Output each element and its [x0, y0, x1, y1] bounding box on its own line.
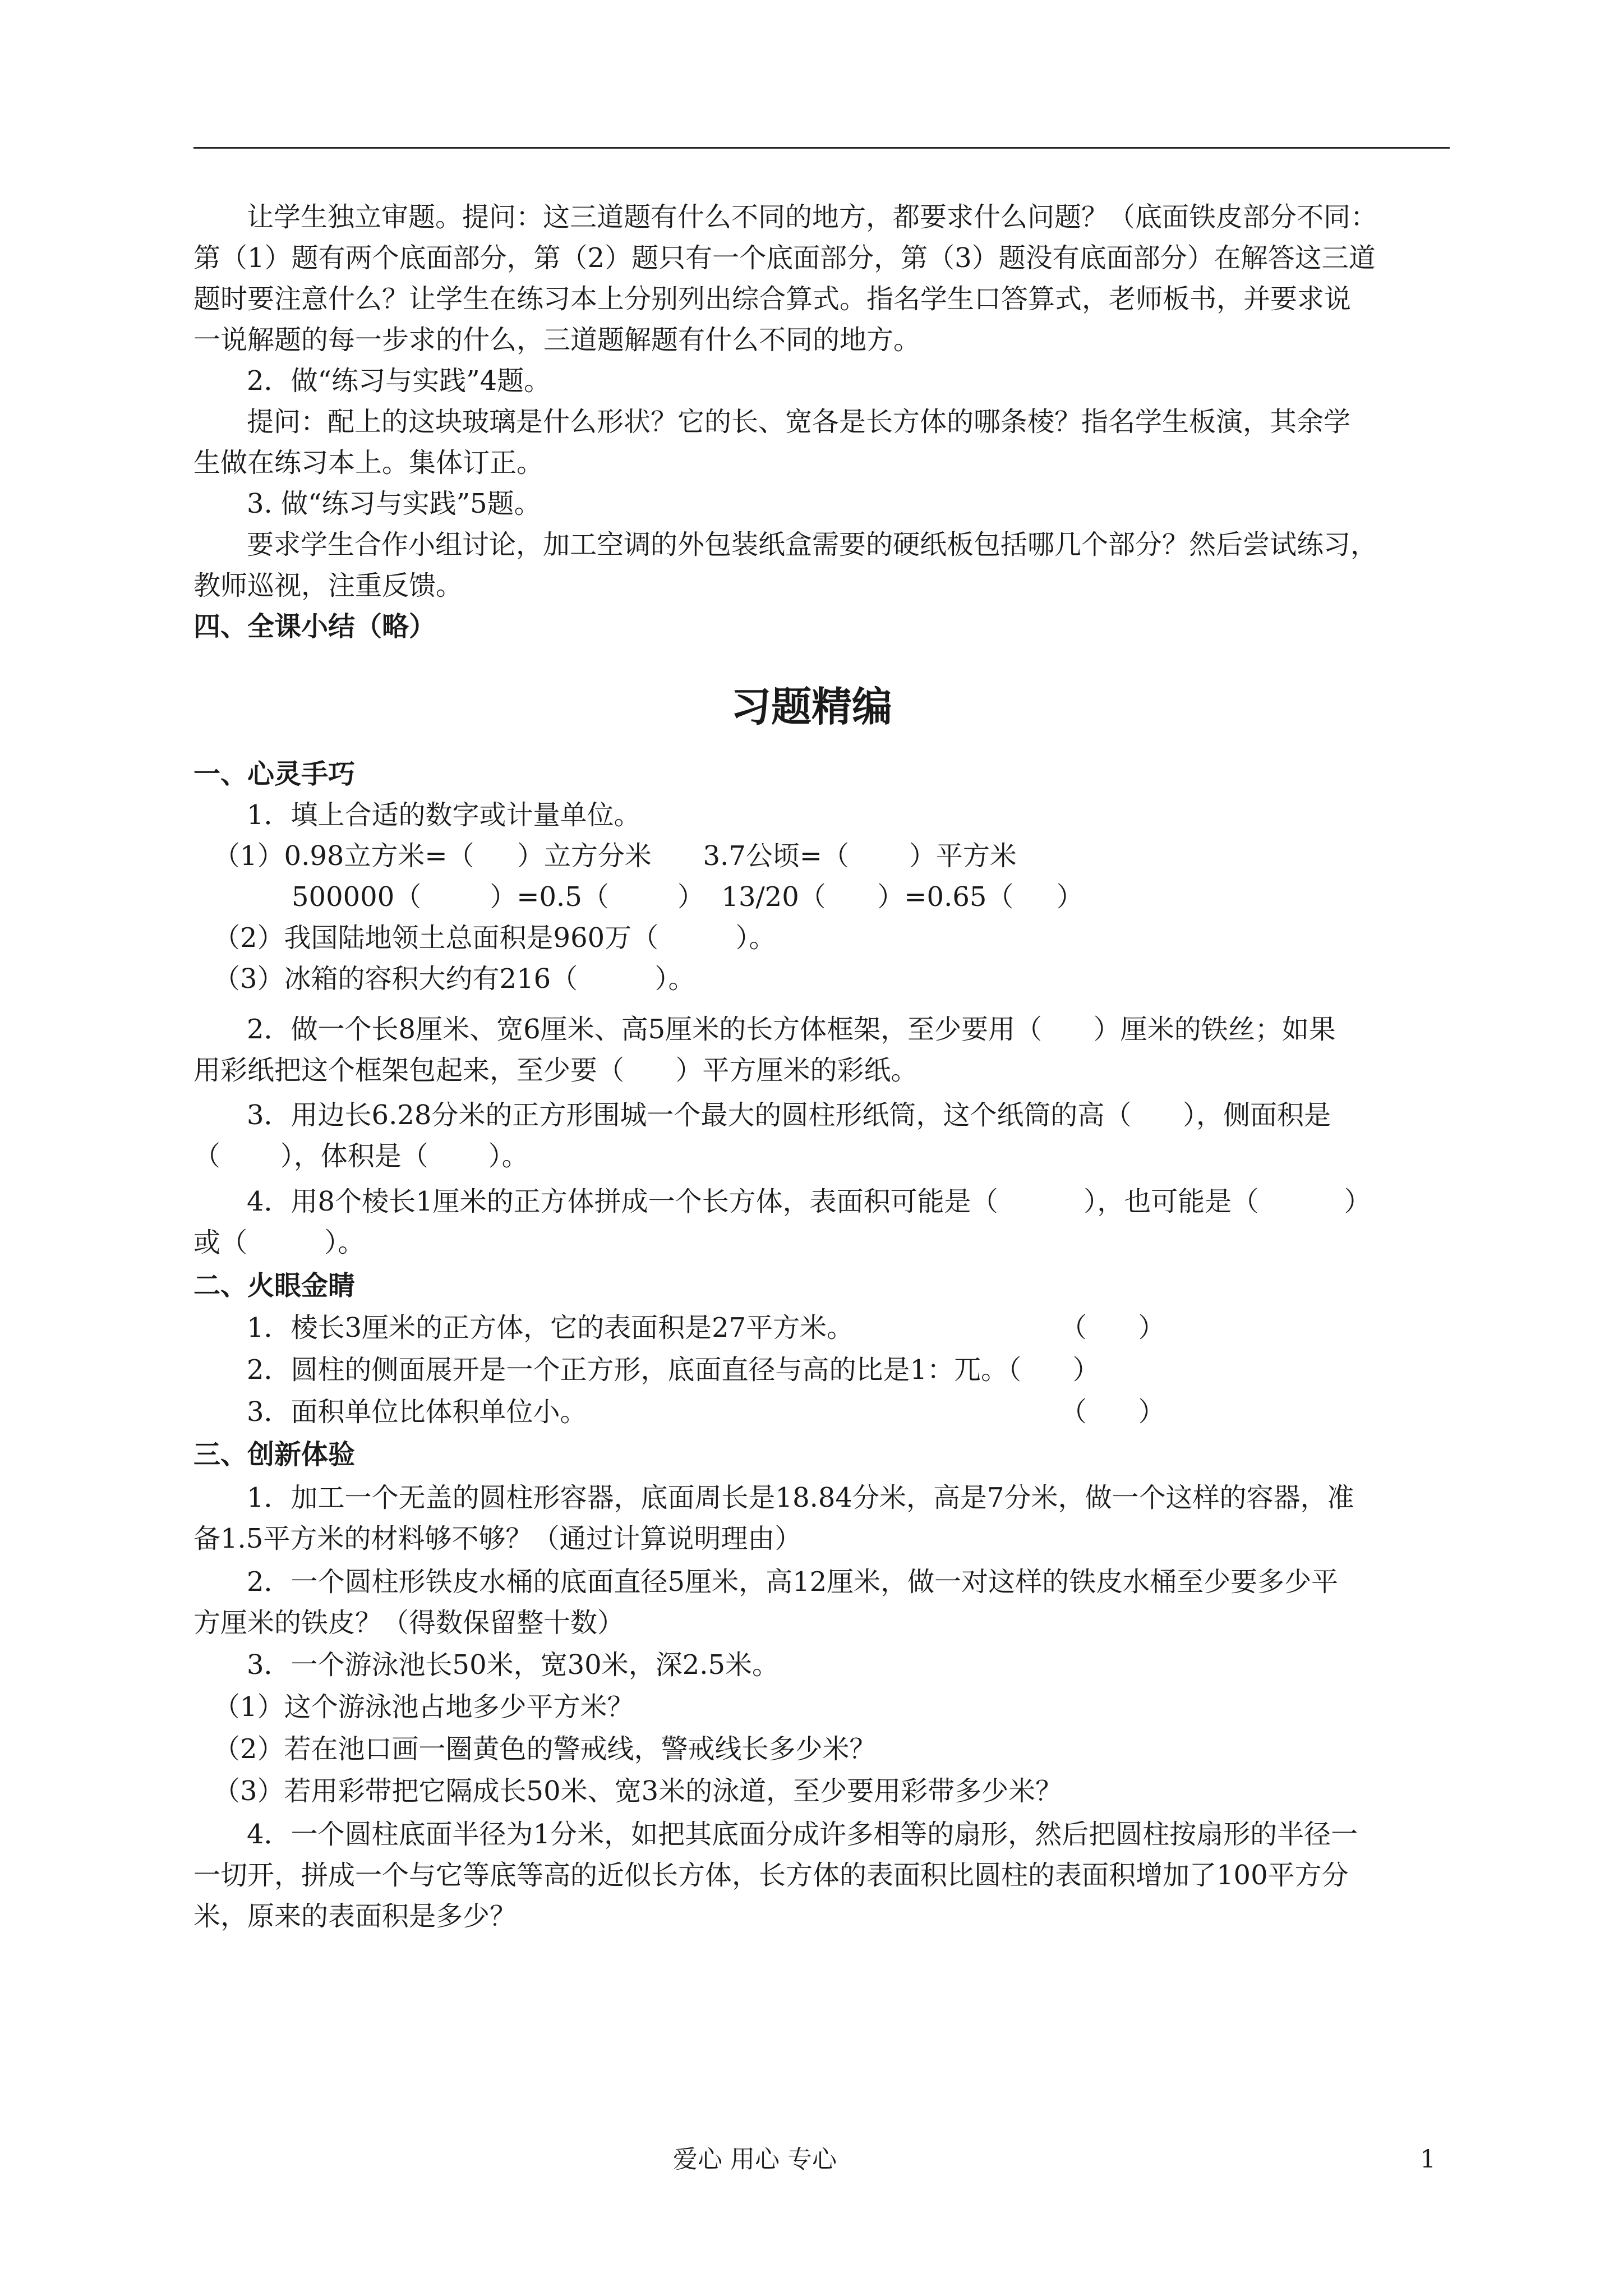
- section-heading: 二、火眼金睛: [193, 1270, 356, 1301]
- footer-motto: 爱心 用心 专心: [673, 2145, 837, 2174]
- text-line: （1）这个游泳池占地多少平方米？: [213, 1691, 634, 1723]
- text-line: 让学生独立审题。提问：这三道题有什么不同的地方，都要求什么问题？（底面铁皮部分不同：: [247, 201, 1378, 233]
- text-line: 3．面积单位比体积单位小。: [247, 1396, 587, 1428]
- text-line: （3）冰箱的容积大约有216（ ）。: [213, 963, 695, 995]
- text-line: 4．一个圆柱底面半径为1分米，如把其底面分成许多相等的扇形，然后把圆柱按扇形的半径一: [247, 1819, 1358, 1850]
- text-line: （ ），体积是（ ）。: [193, 1140, 529, 1172]
- text-line: 备1.5平方米的材料够不够？（通过计算说明理由）: [193, 1523, 802, 1554]
- text-line: 4．用8个棱长1厘米的正方体拼成一个长方体，表面积可能是（ ），也可能是（ ）: [247, 1186, 1371, 1217]
- section-heading: 四、全课小结（略）: [193, 611, 436, 642]
- text-line: （1）0.98立方米=（ ）立方分米 3.7公顷=（ ）平方米: [213, 840, 1017, 872]
- page-number: 1: [1420, 2145, 1436, 2174]
- text-line: 1．加工一个无盖的圆柱形容器，底面周长是18.84分米，高是7分米，做一个这样的容器，准: [247, 1482, 1354, 1513]
- text-line: 500000（ ）=0.5（ ） 13/20（ ）=0.65（ ）: [292, 881, 1083, 913]
- text-line: 米，原来的表面积是多少？: [193, 1901, 517, 1932]
- header-rule: [193, 147, 1450, 149]
- text-line: 题时要注意什么？让学生在练习本上分别列出综合算式。指名学生口答算式，老师板书，并要求说: [193, 283, 1352, 315]
- section-heading: 一、心灵手巧: [193, 758, 356, 790]
- text-line: 或（ ）。: [193, 1227, 365, 1258]
- text-line: 一说解题的每一步求的什么，三道题解题有什么不同的地方。: [193, 324, 921, 356]
- text-line: 要求学生合作小组讨论，加工空调的外包装纸盒需要的硬纸板包括哪几个部分？然后尝试练习，: [247, 529, 1378, 560]
- text-line: （3）若用彩带把它隔成长50米、宽3米的泳道，至少要用彩带多少米？: [213, 1775, 1063, 1807]
- text-line: 1．填上合适的数字或计量单位。: [247, 799, 641, 831]
- text-line: 教师巡视，注重反馈。: [193, 570, 463, 601]
- text-line: 2．一个圆柱形铁皮水桶的底面直径5厘米，高12厘米，做一对这样的铁皮水桶至少要多少平: [247, 1566, 1339, 1598]
- text-line: 3．一个游泳池长50米，宽30米，深2.5米。: [247, 1649, 780, 1681]
- text-line: 提问：配上的这块玻璃是什么形状？它的长、宽各是长方体的哪条棱？指名学生板演，其余学: [247, 406, 1351, 438]
- text-line: （2）我国陆地领土总面积是960万（ ）。: [213, 922, 776, 954]
- text-line: 3. 做“练习与实践”5题。: [247, 488, 541, 519]
- answer-bracket: （ ）: [1060, 1396, 1165, 1428]
- section-heading: 三、创新体验: [193, 1439, 356, 1470]
- text-line: 2．做一个长8厘米、宽6厘米、高5厘米的长方体框架，至少要用（ ）厘米的铁丝；如果: [247, 1014, 1336, 1045]
- text-line: 方厘米的铁皮？（得数保留整十数）: [193, 1607, 625, 1639]
- text-line: 2．圆柱的侧面展开是一个正方形，底面直径与高的比是1：兀。（ ）: [247, 1354, 1100, 1386]
- text-line: 生做在练习本上。集体订正。: [193, 447, 544, 478]
- answer-bracket: （ ）: [1060, 1312, 1165, 1343]
- text-line: 第（1）题有两个底面部分，第（2）题只有一个底面部分，第（3）题没有底面部分）在解答这三道: [193, 242, 1376, 274]
- text-line: 用彩纸把这个框架包起来，至少要（ ）平方厘米的彩纸。: [193, 1055, 918, 1086]
- text-line: 3．用边长6.28分米的正方形围城一个最大的圆柱形纸筒，这个纸筒的高（ ），侧面积是: [247, 1099, 1331, 1131]
- text-line: 1．棱长3厘米的正方体，它的表面积是27平方米。: [247, 1312, 854, 1343]
- text-line: 一切开，拼成一个与它等底等高的近似长方体，长方体的表面积比圆柱的表面积增加了100平方分: [193, 1860, 1349, 1891]
- text-line: （2）若在池口画一圈黄色的警戒线，警戒线长多少米？: [213, 1733, 877, 1765]
- text-line: 2．做“练习与实践”4题。: [247, 365, 551, 397]
- page-title: 习题精编: [730, 683, 892, 730]
